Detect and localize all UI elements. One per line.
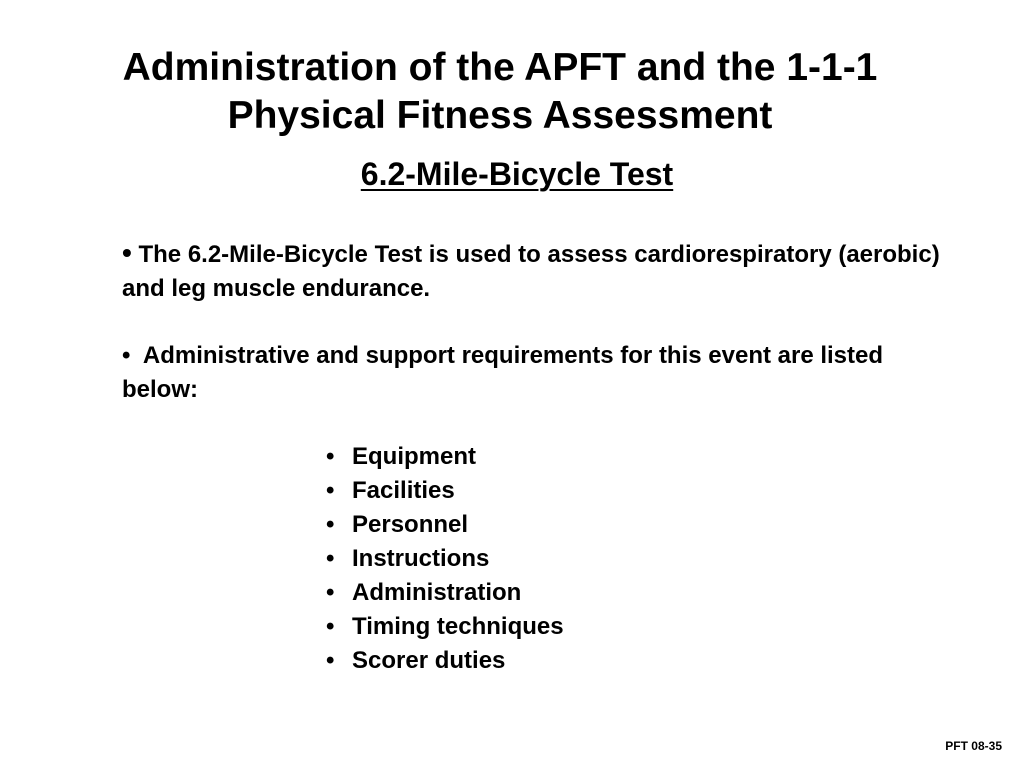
list-item <box>326 576 564 610</box>
list-item <box>326 508 564 542</box>
bullet-icon: • <box>122 237 132 268</box>
list-item <box>326 610 564 644</box>
slide-footer-code: PFT 08-35 <box>945 739 1002 753</box>
list-item-label: Equipment <box>352 443 476 470</box>
requirements-paragraph <box>122 339 962 407</box>
list-item <box>326 474 564 508</box>
list-item-label: Facilities <box>352 477 455 504</box>
requirements-paragraph-text: Administrative and support requirements for this event are listed below: <box>122 342 884 403</box>
bullet-icon: • <box>326 647 335 674</box>
slide-title <box>0 44 1000 140</box>
list-item <box>326 440 564 474</box>
bullet-icon: • <box>326 511 335 538</box>
bullet-icon: • <box>326 579 335 606</box>
bullet-icon: • <box>326 545 335 572</box>
list-item <box>326 542 564 576</box>
list-item-label: Timing techniques <box>352 613 564 640</box>
intro-paragraph-text: The 6.2-Mile-Bicycle Test is used to assess cardiorespiratory (aerobic) and leg muscle endurance. <box>122 241 940 302</box>
list-item-label: Administration <box>352 579 522 606</box>
list-item <box>326 644 564 678</box>
requirements-list <box>326 440 564 678</box>
list-item-label: Instructions <box>352 545 490 572</box>
bullet-icon: • <box>326 613 335 640</box>
intro-paragraph <box>122 236 962 306</box>
bullet-icon: • <box>122 342 131 369</box>
bullet-icon: • <box>326 477 335 504</box>
bullet-icon: • <box>326 443 335 470</box>
list-item-label: Personnel <box>352 511 469 538</box>
slide-title-line-2: Physical Fitness Assessment <box>227 94 773 137</box>
slide-title-line-1: Administration of the APFT and the 1-1-1 <box>122 46 878 89</box>
slide-subtitle: 6.2-Mile-Bicycle Test <box>360 156 674 192</box>
list-item-label: Scorer duties <box>352 647 506 674</box>
